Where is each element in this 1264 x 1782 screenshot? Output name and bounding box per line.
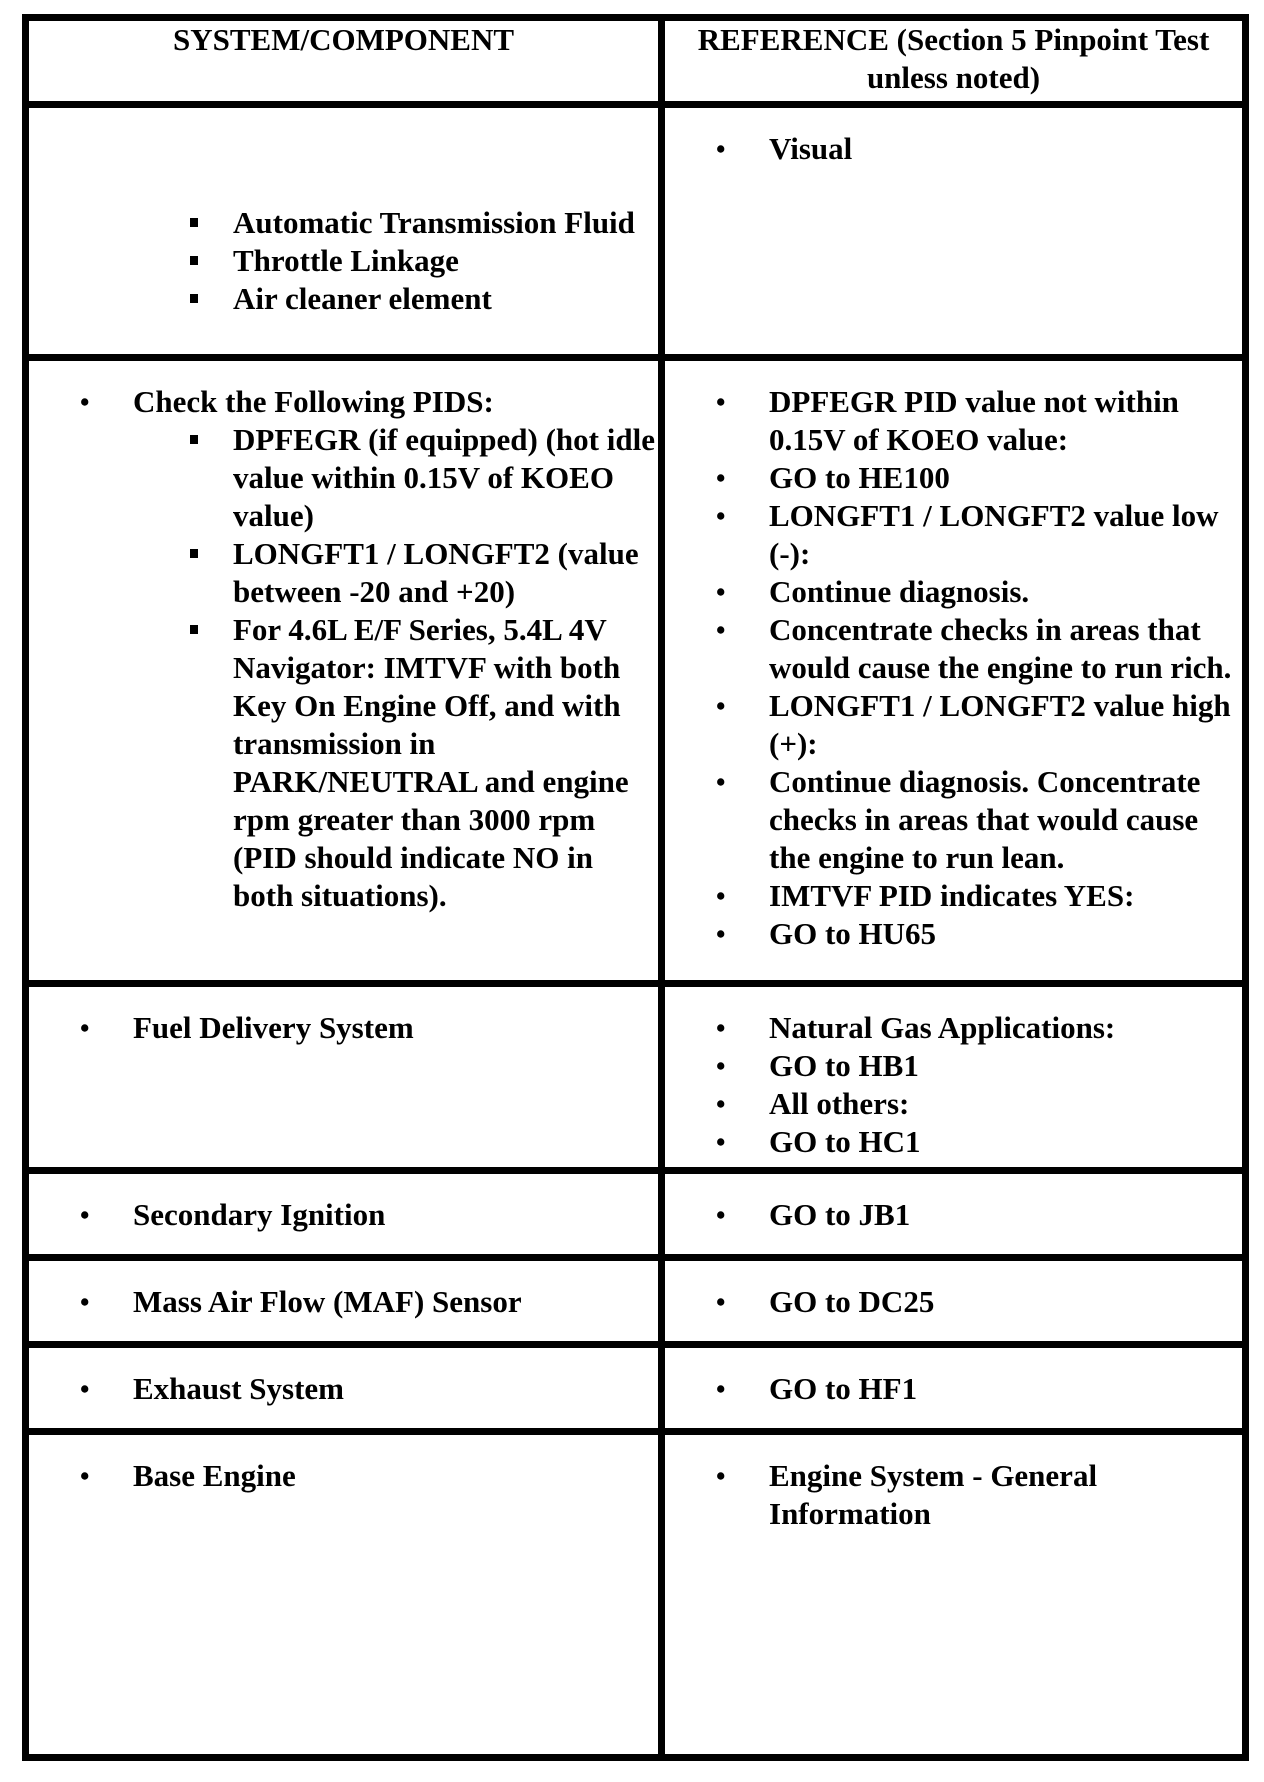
reference-cell [662,984,1246,1171]
sub-list-item: DPFEGR (if equipped) (hot idle value within 0.15V of KOEO value) [133,421,658,535]
list-item: • Continue diagnosis. [665,573,1242,611]
header-reference: REFERENCE (Section 5 Pinpoint Test unless noted) [662,18,1246,105]
table-row [26,1345,1246,1432]
reference-cell [662,1171,1246,1258]
reference-cell [662,358,1246,984]
list-item: • LONGFT1 / LONGFT2 value high (+): [665,687,1242,763]
list-item: • Concentrate checks in areas that would cause the engine to run rich. [665,611,1242,687]
list-item: • Base Engine [29,1457,658,1495]
table-row [26,984,1246,1171]
sub-list-item: For 4.6L E/F Series, 5.4L 4V Navigator: IMTVF with both Key On Engine Off, and with transmission in PARK/NEUTRAL and engine rpm greater than 3000 rpm (PID should indicate NO in both situations). [133,611,658,915]
list-item: • DPFEGR PID value not within 0.15V of KOEO value: [665,383,1242,459]
list-item: • Visual [665,130,1242,168]
reference-cell [662,1258,1246,1345]
table-row [26,105,1246,358]
reference-cell [662,1345,1246,1432]
system-cell [26,105,662,358]
header-system-component: SYSTEM/COMPONENT [26,18,662,105]
table-row [26,1258,1246,1345]
list-item: • GO to HB1 [665,1047,1242,1085]
system-cell [26,984,662,1171]
system-cell [26,358,662,984]
reference-cell [662,105,1246,358]
list-item: • IMTVF PID indicates YES: [665,877,1242,915]
diagnostic-reference-table [22,14,1249,1761]
list-item [29,383,658,915]
list-item: • GO to JB1 [665,1196,1242,1234]
list-item: • GO to HC1 [665,1123,1242,1161]
list-item: • GO to HF1 [665,1370,1242,1408]
list-item: • GO to HE100 [665,459,1242,497]
list-item: Automatic Transmission Fluid [29,204,658,242]
table-row [26,1171,1246,1258]
system-cell [26,1345,662,1432]
table-row [26,358,1246,984]
list-item: • All others: [665,1085,1242,1123]
table-row [26,1432,1246,1758]
header-row [26,18,1246,105]
list-item: • Engine System - General Information [665,1457,1242,1533]
list-item: • GO to HU65 [665,915,1242,953]
list-item: • Secondary Ignition [29,1196,658,1234]
list-item: • Fuel Delivery System [29,1009,658,1047]
system-cell [26,1171,662,1258]
list-item-label: Check the Following PIDS: [133,384,494,419]
list-item: • Continue diagnosis. Concentrate checks in areas that would cause the engine to run lean. [665,763,1242,877]
system-cell [26,1432,662,1758]
list-item: • GO to DC25 [665,1283,1242,1321]
list-item: • Natural Gas Applications: [665,1009,1242,1047]
sub-list-item: LONGFT1 / LONGFT2 (value between -20 and +20) [133,535,658,611]
list-item: • LONGFT1 / LONGFT2 value low (-): [665,497,1242,573]
list-item: • Mass Air Flow (MAF) Sensor [29,1283,658,1321]
list-item: Throttle Linkage [29,242,658,280]
reference-cell [662,1432,1246,1758]
system-cell [26,1258,662,1345]
list-item: Air cleaner element [29,280,658,318]
list-item: • Exhaust System [29,1370,658,1408]
